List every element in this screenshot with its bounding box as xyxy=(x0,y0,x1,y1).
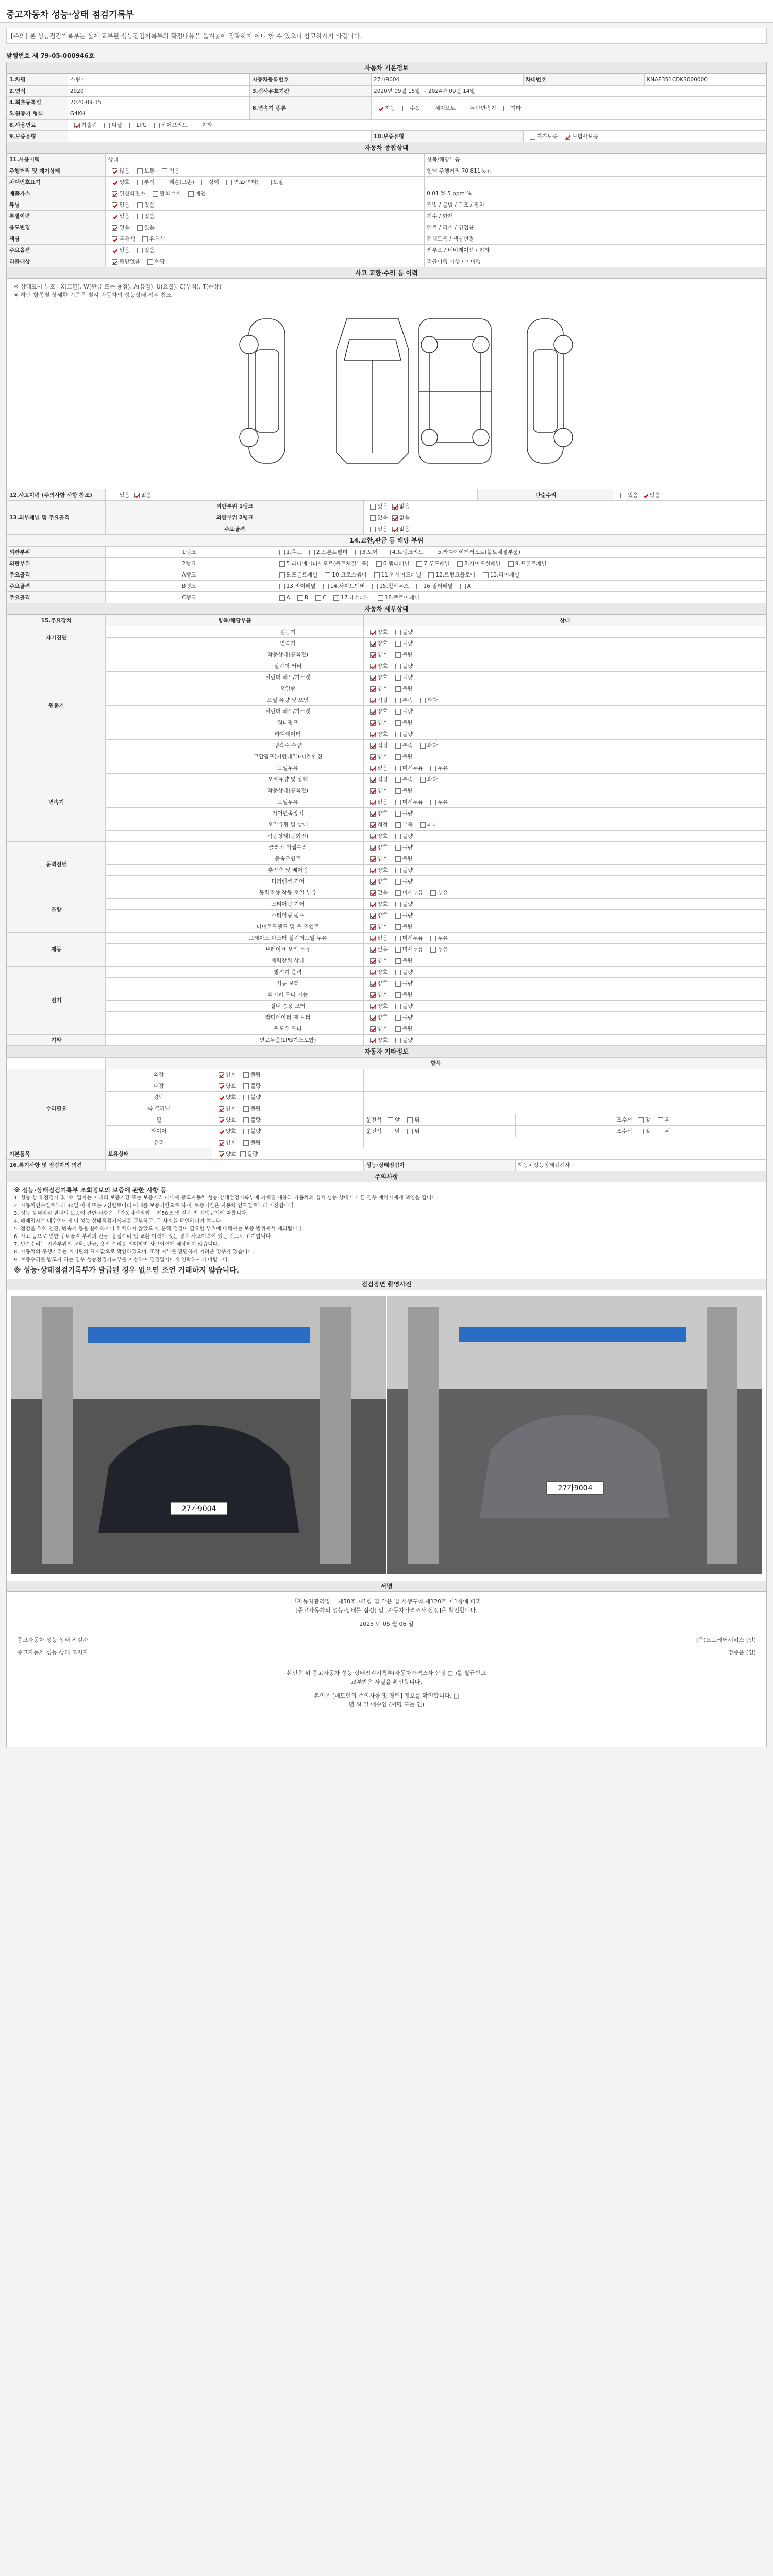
general-row: 특별이력 없음 있음 침수 / 화재 xyxy=(7,211,766,222)
other-row: 룸 클리닝 양호 불량 xyxy=(7,1103,766,1114)
other-row: 내장 양호 불량 xyxy=(7,1080,766,1092)
detail-row: 브레이크 오일 누유 없음 미세누유 누유 xyxy=(7,944,766,955)
other-table: 항목 수리필요 외장 양호 불량 내장 양호 불량 광택 양호 불량 룸 클리닝 양호 불량 휠 양호 불량 운전석 앞 뒤 조수석 앞 뒤 타이어 양호 불량 운전석 앞 뒤 조수석 앞 뒤 유리 양호 불량 기본품목 보유상태 양호 불량 16.특기사항 및 점검자의 의견 성능·상태점검자 자동차성능상태점검사 xyxy=(7,1057,766,1171)
detail-row: 전기 발전기 출력 양호 불량 xyxy=(7,967,766,978)
detail-row: 제동 브레이크 마스터 실린더오일 누유 없음 미세누유 누유 xyxy=(7,933,766,944)
section-damage: 사고 교환·수리 등 이력 xyxy=(7,267,766,279)
value-car-name: 스팅어 xyxy=(68,74,250,86)
section-photos: 점검장면 촬영사진 xyxy=(7,1279,766,1290)
rank-row: 외판부위 1랭크 1.후드 2.프론트펜더 3.도어 4.트렁크리드 5.라디에이터서포트(볼트체결부품) xyxy=(7,547,766,558)
value-vin: KNAE351CDKS000000 xyxy=(645,74,766,86)
detail-row: 오일누유 없음 미세누유 누유 xyxy=(7,796,766,808)
general-row: 용도변경 없음 있음 렌트 / 리스 / 영업용 xyxy=(7,222,766,233)
rank-row: 외판부위 2랭크 5.라디에이터서포트(볼트체결부품) 6.쿼터패널 7.루프패널 8.사이드실패널 9.프론트패널 xyxy=(7,558,766,569)
caution-line: 8. 자동차의 주행거리는 계기판의 표시값으로 확인하였으며, 조작 여부를 판단하기 어려운 경우가 있습니다. xyxy=(14,1249,255,1255)
page-title: 중고자동차 성능·상태 점검기록부 xyxy=(0,0,773,23)
detail-row: 실린더 헤드/가스켓 양호 불량 xyxy=(7,672,766,683)
detail-row: 조향 동력조향 작동 오일 누유 없음 미세누유 누유 xyxy=(7,887,766,899)
detail-row: 실린더 헤드/가스켓 양호 불량 xyxy=(7,706,766,717)
caution-line: 4. 매매업자는 매수인에게 이 성능·상태점검기록부를 교부하고, 그 사실을 확인하여야 합니다. xyxy=(14,1218,223,1224)
detail-row: 라디에이터 양호 불량 xyxy=(7,728,766,740)
fuel-options: 가솔린 디젤 LPG 하이브리드 기타 xyxy=(68,120,766,131)
detail-row: 동력전달 클러치 어셈블리 양호 불량 xyxy=(7,842,766,853)
car-side-right-icon xyxy=(527,319,573,463)
report-body xyxy=(6,62,767,1747)
detail-row: 기어변속장치 양호 불량 xyxy=(7,808,766,819)
detail-row: 오일유량 및 상태 적정 부족 과다 xyxy=(7,819,766,831)
car-diagram xyxy=(7,303,766,489)
general-row: 11.사용이력 상태 항목/해당부품 xyxy=(7,154,766,165)
detail-row: 배력장치 상태 양호 불량 xyxy=(7,955,766,967)
value-year: 2020 xyxy=(68,86,250,97)
caution-line: 6. 사고 등으로 인한 주요골격 부위의 판금, 용접수리 및 교환 이력이 있는 경우 사고이력이 있는 것으로 표기합니다. xyxy=(14,1234,273,1240)
detail-row: 등속조인트 양호 불량 xyxy=(7,853,766,865)
general-row: 색상 무채색 유채색 전체도색 / 색상변경 xyxy=(7,233,766,245)
detail-row: 스티어링 펌프 양호 불량 xyxy=(7,910,766,921)
detail-row: 오일팬 양호 불량 xyxy=(7,683,766,694)
detail-row: 고압펌프(커먼레일)-디젤엔진 양호 불량 xyxy=(7,751,766,762)
exchange-table xyxy=(7,546,766,603)
caution-line: 2. 자동차인수일로부터 30일 이내 또는 2천킬로미터 이내를 보증기간으로 하며, 보증기간은 자동차 인도일로부터 기산합니다. xyxy=(14,1203,296,1209)
caution-line: 5. 점검을 위해 엔진, 변속기 등을 분해하거나 해체하지 않았으며, 분해 점검이 필요한 부위에 대해서는 보증 범위에서 제외됩니다. xyxy=(14,1226,304,1232)
detail-row: 냉각수 수량 적정 부족 과다 xyxy=(7,740,766,751)
inspection-photo-front xyxy=(11,1296,386,1574)
inspection-photo-rear xyxy=(387,1296,762,1574)
exchange-header: 14.교환,판금 등 해당 부위 xyxy=(7,535,766,546)
general-row: 차대번호표기 양호 부식 훼손(오손) 상이 변조(변타) 도말 xyxy=(7,177,766,188)
detail-row: 작동상태(공회전) 양호 불량 xyxy=(7,831,766,842)
other-row: 휠 양호 불량 운전석 앞 뒤 조수석 앞 뒤 xyxy=(7,1114,766,1126)
general-row: 튜닝 없음 있음 적법 / 불법 / 구조 / 장치 xyxy=(7,199,766,211)
car-side-left-icon xyxy=(240,319,285,463)
general-row: 배출가스 일산화탄소 탄화수소 매연 0.01 % 5 ppm % xyxy=(7,188,766,199)
document-number: 발행번호 제 79-05-000946호 xyxy=(6,52,95,59)
section-basic: 자동차 기본정보 xyxy=(7,62,766,74)
caution-line: 3. 성능·상태점검 결과의 보증에 관한 사항은 「자동차관리법」 제58조 및 같은 법 시행규칙에 따릅니다. xyxy=(14,1211,248,1216)
detail-row: 디퍼렌셜 기어 양호 불량 xyxy=(7,876,766,887)
general-row: 리콜대상 해당없음 해당 리콜이행 이행 / 미이행 xyxy=(7,256,766,267)
accident-table: 12.사고이력 (주의사항 사항 참조) 있음 없음 단순수리 있음 없음 13.외부패널 및 주요골격 외판부위 1랭크 있음 없음 외판부위 2랭크 있음 없음 주요골격 있음 없음 xyxy=(7,489,766,535)
label-car-name: 1.차명 xyxy=(7,74,68,86)
section-detail: 자동차 세부상태 xyxy=(7,603,766,615)
detail-row: 실린더 커버 양호 불량 xyxy=(7,660,766,672)
notice-banner: [주의] 본 성능점검기록부는 실제 교부된 성능점검기록부의 확정내용을 옮겨놓아 정확하지 아니 할 수 있으니 참고하시기 바랍니다. xyxy=(6,28,767,44)
rank-row: 주요골격 B랭크 13.리어패널 14.사이드멤버 15.휠하우스 16.필러패널 A xyxy=(7,581,766,592)
warranty-options: 자가보증 보험사보증 xyxy=(523,131,766,142)
car-front-icon xyxy=(337,319,409,463)
value-inspection-period: 2020년 09월 15일 ~ 2024년 09월 14일 xyxy=(372,86,766,97)
detail-row: 자기진단 원동기 양호 불량 xyxy=(7,626,766,638)
value-plate: 27가9004 xyxy=(372,74,524,86)
section-general: 자동차 종합상태 xyxy=(7,142,766,154)
rank-row: 주요골격 A랭크 9.프론트패널 10.크로스멤버 11.인사이드패널 12.트렁크플로어 13.리어패널 xyxy=(7,569,766,581)
section-caution: 주의사항 xyxy=(7,1171,766,1182)
detail-row: 변속기 오일누유 없음 미세누유 누유 xyxy=(7,762,766,774)
value-engine-type: G4KH xyxy=(68,108,250,120)
general-row: 주요옵션 없음 있음 썬루프 / 네비게이션 / 기타 xyxy=(7,245,766,256)
other-row: 수리필요 외장 양호 불량 xyxy=(7,1069,766,1080)
basic-info-table: 1.차명 스팅어 자동차등록번호 27가9004 차대번호 KNAE351CDKS000000 2.연식 2020 3.검사유효기간 2020년 09월 15일 ~ 2024년 09월 14일 4.최초등록일 2020-09-15 6.변속기 종류 자동 수동 세미오토 무단변속기 기타 5.원동기 형식 G4KH 8.사용연료 가솔린 디젤 LPG 하이브리드 기타 9.보증유형 10.보증유형 자가보증 보험사보증 xyxy=(7,74,766,142)
car-top-icon xyxy=(419,319,491,463)
svg-text:27가9004: 27가9004 xyxy=(558,1484,593,1493)
detail-row: 시동 모터 양호 불량 xyxy=(7,978,766,989)
caution-line: 1. 성능·상태 점검자 및 매매업자는 아래의 보증기간 또는 보증거리 이내에 중고자동차 성능·상태점검기록부에 기재된 내용과 자동차의 실제 성능·상태가 다른 경우 계약자에게 책임을 집니다. xyxy=(14,1195,439,1201)
car-diagram-svg xyxy=(7,303,767,489)
general-state-table xyxy=(7,154,766,267)
caution-notes: ※ 성능·상태점검기록부 조회정보의 보증에 관한 사항 등 1. 성능·상태 점검자 및 매매업자는 아래의 보증기간 또는 보증거리 이내에 중고자동차 성능·상태점검기록부에 기재된 내용과 자동차의 실제 성능·상태가 다른 경우 계약자에게 책임을 집니다. 2. 자동차인수일로부터 30일 이내 또는 2천킬로미터 이내를 보증기간으로 하며, 보증기간은 자동차 인도일로부터 기산합니다. 3. 성능·상태점검 결과의 보증에 관한 사항은 「자동차관리법」 제58조 및 같은 법 시행규칙에 따릅니다. 4. 매매업자는 매수인에게 이 성능·상태점검기록부를 교부하고, 그 사실을 확인하여야 합니다. 5. 점검을 위해 엔진, 변속기 등을 분해하거나 해체하지 않았으며, 분해 점검이 필요한 부위에 대해서는 보증 범위에서 제외됩니다. 6. 사고 등으로 인한 주요골격 부위의 판금, 용접수리 및 교환 이력이 있는 경우 사고이력이 있는 것으로 표기합니다. 7. 단순수리는 외판부위의 교환, 판금, 용접 수리를 의미하며 사고이력에 해당하지 않습니다. 8. 자동차의 주행거리는 계기판의 표시값으로 확인하였으며, 조작 여부를 판단하기 어려운 경우가 있습니다. 9. 보증수리를 받고자 하는 경우 성능점검기록부를 지참하여 점검업자에게 연락하시기 바랍니다. ※ 성능·상태점검기록부가 발급된 경우 없으면 조언 거래하지 않습니다. xyxy=(7,1182,766,1279)
detail-row: 워터펌프 양호 불량 xyxy=(7,717,766,728)
detail-row: 윈도우 모터 양호 불량 xyxy=(7,1023,766,1035)
detail-row: 스티어링 기어 양호 불량 xyxy=(7,899,766,910)
detail-row: 작동상태(공회전) 양호 불량 xyxy=(7,785,766,796)
detail-row: 원동기 작동상태(공회전) 양호 불량 xyxy=(7,649,766,660)
other-row: 타이어 양호 불량 운전석 앞 뒤 조수석 앞 뒤 xyxy=(7,1126,766,1137)
signature-block: 「자동차관리법」 제58조 제1항 및 같은 법 시행규칙 제120조 제1항에 따라 [중고자동차의 성능·상태를 점검] 및 [자동차가격조사·산정]을 확인합니다. 2025 년 05 월 06 일 중고자동차 성능·상태 점검자 (주)오토케어서비스 (인) 중고자동차 성능·상태 고지자 정종운 (인) 본인은 위 중고자동차 성능·상태점검기록부(자동차가격조사·산정 □ )를 발급받고 교부받은 사실을 확인합니다. 본인은 [매도인의 주의사항 및 경력] 정보를 확인합니다. □ 년 월 일 매수인 (서명 또는 인) xyxy=(17,1598,756,1708)
trans-options: 자동 수동 세미오토 무단변속기 기타 xyxy=(372,97,766,120)
general-row: 주행거리 및 계기상태 많음 보통 적음 현재 주행거리 70,811 km xyxy=(7,165,766,177)
detail-row: 오일유량 및 상태 적정 부족 과다 xyxy=(7,774,766,785)
detail-row: 타이로드엔드 및 볼 조인트 양호 불량 xyxy=(7,921,766,933)
caution-line: 9. 보증수리를 받고자 하는 경우 성능점검기록부를 지참하여 점검업자에게 연락하시기 바랍니다. xyxy=(14,1257,230,1263)
detail-row: 변속기 양호 불량 xyxy=(7,638,766,649)
detail-row: 라디에이터 팬 모터 양호 불량 xyxy=(7,1012,766,1023)
other-row: 유리 양호 불량 xyxy=(7,1137,766,1148)
detail-row: 와이퍼 모터 기능 양호 불량 xyxy=(7,989,766,1001)
detail-table: 15.주요장치 항목/해당부품 상태 자기진단 원동기 양호 불량 변속기 양호 불량 원동기 작동상태(공회전) 양호 불량 실린더 커버 양호 불량 실린더 헤드/가스켓 양호 불량 오일팬 양호 불량 오일 유량 및 오염 적정 부족 과다 실린더 헤드/가스켓 양호 불량 워터펌프 양호 불량 라디에이터 양호 불량 냉각수 수량 적정 부족 과다 고압펌프(커먼레일)-디젤엔진 양호 불량 변속기 오일누유 없음 미세누유 누유 오일유량 및 상태 적정 부족 과다 작동상태(공회전) 양호 불량 오일누유 없음 미세누유 누유 기어변속장치 양호 불량 오일유량 및 상태 적정 부족 과다 작동상태(공회전) 양호 불량 동력전달 클러치 어셈블리 양호 불량 등속조인트 양호 불량 추진축 및 베어링 양호 불량 디퍼렌셜 기어 양호 불량 조향 동력조향 작동 오일 누유 없음 미세누유 누유 스티어링 기어 양호 불량 스티어링 펌프 양호 불량 타이로드엔드 및 볼 조인트 양호 불량 제동 브레이크 마스터 실린더오일 누유 없음 미세누유 누유 브레이크 오일 누유 없음 미세누유 누유 배력장치 상태 양호 불량 전기 발전기 출력 양호 불량 시동 모터 양호 불량 와이퍼 모터 기능 양호 불량 실내 송풍 모터 양호 불량 라디에이터 팬 모터 양호 불량 윈도우 모터 양호 불량 기타 연료누출(LPG가스포함) 양호 불량 xyxy=(7,615,766,1046)
damage-legend: ※ 상태표시 부호 : X(교환), W(판금 또는 용접), A(흠집), U(요철), C(부식), T(손상) ※ 하단 항목별 상세한 기준은 별지 자동차의 성능상태 점검 참조 xyxy=(14,283,222,298)
photo-gallery xyxy=(7,1290,766,1581)
detail-row: 오일 유량 및 오염 적정 부족 과다 xyxy=(7,694,766,706)
detail-row: 기타 연료누출(LPG가스포함) 양호 불량 xyxy=(7,1035,766,1046)
other-row: 광택 양호 불량 xyxy=(7,1092,766,1103)
plate-text: 27가9004 xyxy=(181,1505,216,1513)
detail-row: 추진축 및 베어링 양호 불량 xyxy=(7,865,766,876)
detail-row: 실내 송풍 모터 양호 불량 xyxy=(7,1001,766,1012)
section-sign: 서명 xyxy=(7,1581,766,1592)
section-other: 자동차 기타정보 xyxy=(7,1046,766,1057)
caution-line: 7. 단순수리는 외판부위의 교환, 판금, 용접 수리를 의미하며 사고이력에 해당하지 않습니다. xyxy=(14,1242,220,1247)
rank-row: 주요골격 C랭크 A B C 17.대쉬패널 18.플로어패널 xyxy=(7,592,766,603)
value-first-reg: 2020-09-15 xyxy=(68,97,250,108)
